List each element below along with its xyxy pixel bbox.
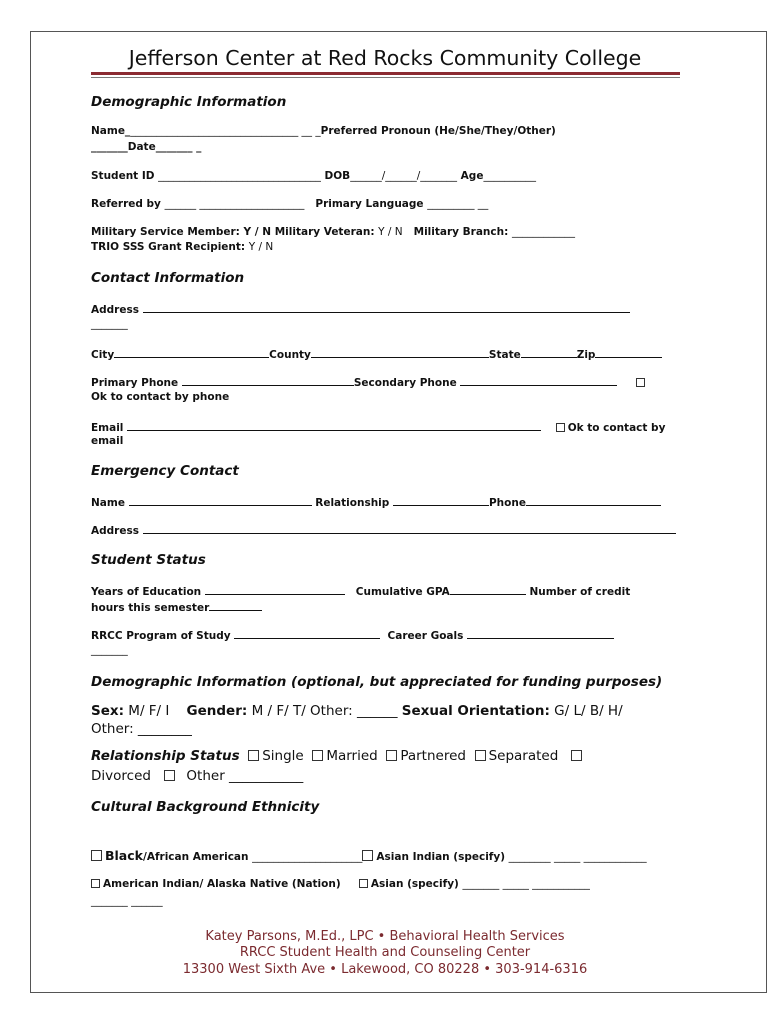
separated-checkbox[interactable]: [475, 750, 486, 761]
emergency-relationship-label: Relationship: [315, 497, 390, 509]
emergency-name-row: [91, 495, 661, 509]
footer-line-1: Katey Parsons, M.Ed., LPC • Behavioral Health Services: [205, 929, 565, 944]
married-checkbox[interactable]: [312, 750, 323, 761]
black-label-bold: Black: [105, 848, 143, 863]
date-field[interactable]: _____ _: [166, 141, 202, 153]
branch-field[interactable]: ____________: [511, 226, 575, 238]
emergency-phone-field[interactable]: [526, 495, 661, 506]
section-emergency-heading: Emergency Contact: [91, 463, 239, 479]
state-label: State: [488, 349, 521, 361]
zip-field[interactable]: [595, 347, 662, 358]
emergency-name-label: Name: [91, 497, 125, 509]
military-label: Military Service Member:: [91, 226, 240, 238]
asian-field[interactable]: _______ _____ ___________: [462, 878, 590, 890]
credits-continuation: hours this semester: [91, 602, 210, 614]
credits-row: [91, 600, 262, 614]
emergency-address-row: [91, 523, 676, 537]
emergency-name-field[interactable]: [129, 495, 312, 506]
ethnicity-row-1: [91, 848, 647, 863]
program-row: [91, 628, 614, 642]
years-education-label: Years of Education: [91, 586, 202, 598]
ok-email-checkbox[interactable]: [556, 423, 565, 432]
email-label: Email: [91, 422, 124, 434]
trio-label: TRIO SSS Grant Recipient:: [91, 241, 246, 253]
primary-phone-label: Primary Phone: [91, 377, 179, 389]
partnered-checkbox[interactable]: [386, 750, 397, 761]
sex-options[interactable]: M/ F/ I: [128, 703, 170, 719]
page-title: Jefferson Center at Red Rocks Community College: [128, 46, 642, 70]
section-contact-heading: Contact Information: [91, 270, 245, 286]
ethnicity-row-2: [91, 878, 590, 890]
address-continuation[interactable]: _______: [91, 318, 128, 330]
footer-line-2: RRCC Student Health and Counseling Center: [239, 945, 531, 960]
native-label: American Indian/ Alaska Native (Nation): [103, 878, 341, 890]
secondary-phone-label: Secondary Phone: [353, 377, 457, 389]
trio-row: [91, 241, 273, 253]
black-checkbox[interactable]: [91, 850, 102, 861]
referred-field[interactable]: ______ ____________________: [164, 198, 305, 210]
military-row: [91, 226, 575, 238]
relationship-row-2: [91, 768, 303, 784]
student-id-row: [91, 170, 536, 182]
ok-email-label: Ok to contact by: [567, 422, 666, 434]
asian-checkbox[interactable]: [359, 879, 368, 888]
gender-options[interactable]: M / F/ T/ Other: ______: [251, 703, 398, 719]
career-continuation[interactable]: _______: [91, 644, 128, 656]
dob-label: DOB: [324, 170, 351, 182]
zip-label: Zip: [576, 349, 596, 361]
language-label: Primary Language: [315, 198, 424, 210]
age-field[interactable]: __________: [483, 170, 536, 182]
asian-label: Asian (specify): [370, 878, 459, 890]
credits-field[interactable]: [209, 600, 262, 611]
state-field[interactable]: [521, 347, 577, 358]
other-relationship-label[interactable]: Other ___________: [186, 768, 304, 784]
emergency-phone-label: Phone: [488, 497, 526, 509]
program-field[interactable]: [234, 628, 380, 639]
orientation-label: Sexual Orientation:: [401, 703, 550, 719]
county-field[interactable]: [311, 347, 489, 358]
single-checkbox[interactable]: [248, 750, 259, 761]
relationship-row: [91, 748, 585, 764]
city-field[interactable]: [114, 347, 269, 358]
address-label: Address: [91, 304, 139, 316]
orientation-options[interactable]: G/ L/ B/ H/: [554, 703, 623, 719]
emergency-address-field[interactable]: [143, 523, 676, 534]
branch-label: Military Branch:: [413, 226, 509, 238]
asian-indian-checkbox[interactable]: [362, 850, 373, 861]
primary-phone-field[interactable]: [182, 375, 354, 386]
gpa-field[interactable]: [450, 584, 526, 595]
ok-phone-label: Ok to contact by phone: [91, 391, 230, 403]
footer-line-3: 13300 West Sixth Ave • Lakewood, CO 80228 • 303-914-6316: [182, 962, 588, 977]
phone-row: [91, 375, 648, 389]
veteran-label: Military Veteran:: [274, 226, 375, 238]
divorced-label: Divorced: [91, 768, 151, 784]
section-optional-heading: Demographic Information (optional, but appreciated for funding purposes): [91, 674, 663, 690]
name-row: [91, 125, 556, 137]
relationship-label: Relationship Status: [91, 748, 240, 764]
address-field[interactable]: [143, 302, 630, 313]
student-id-field[interactable]: _______________________________: [158, 170, 321, 182]
email-row: [91, 420, 665, 434]
orientation-other[interactable]: Other: ________: [91, 721, 192, 737]
separated-label: Separated: [488, 748, 559, 764]
black-label-rest: /African American: [142, 851, 249, 863]
program-label: RRCC Program of Study: [91, 630, 231, 642]
language-field[interactable]: _________ __: [427, 198, 489, 210]
title-rule-gray: [91, 77, 680, 78]
ok-email-continuation: email: [91, 435, 124, 447]
single-label: Single: [262, 748, 304, 764]
black-specify-field[interactable]: _____________________: [252, 851, 363, 863]
date-label: _______Date__: [91, 141, 167, 153]
name-field[interactable]: ________________________________ __ _: [130, 125, 321, 137]
other-relationship-checkbox[interactable]: [164, 770, 175, 781]
gender-label: Gender:: [186, 703, 248, 719]
career-field[interactable]: [467, 628, 614, 639]
dob-field[interactable]: ______/______/_______: [350, 170, 458, 182]
section-demographic-heading: Demographic Information: [91, 94, 287, 110]
emergency-relationship-field[interactable]: [393, 495, 489, 506]
sex-gender-row: [91, 703, 623, 719]
referred-row: [91, 198, 488, 210]
education-row: [91, 584, 630, 598]
veteran-value[interactable]: Y / N: [378, 226, 403, 238]
section-cultural-heading: Cultural Background Ethnicity: [91, 799, 320, 815]
native-nation-field[interactable]: _______ ______: [91, 895, 163, 907]
sex-label: Sex:: [91, 703, 124, 719]
county-label: County: [269, 349, 311, 361]
years-education-field[interactable]: [205, 584, 345, 595]
married-label: Married: [326, 748, 378, 764]
career-label: Career Goals: [387, 630, 464, 642]
gpa-label: Cumulative GPA: [355, 586, 450, 598]
date-row: [91, 141, 201, 153]
credits-label: Number of credit: [529, 586, 631, 598]
name-label: Name_: [91, 125, 131, 137]
city-label: City: [91, 349, 115, 361]
secondary-phone-field[interactable]: [460, 375, 617, 386]
referred-label: Referred by: [91, 198, 161, 210]
pronoun-label: Preferred Pronoun (He/She/They/Other): [320, 125, 556, 137]
native-checkbox[interactable]: [91, 879, 100, 888]
student-id-label: Student ID: [91, 170, 155, 182]
title-rule-accent: [91, 72, 680, 75]
emergency-address-label: Address: [91, 525, 139, 537]
address-row: [91, 302, 636, 316]
email-field[interactable]: [127, 420, 541, 431]
city-row: [91, 347, 662, 361]
asian-indian-label: Asian Indian (specify): [376, 851, 506, 863]
age-label: Age: [460, 170, 484, 182]
military-value[interactable]: Y / N: [243, 226, 272, 238]
trio-value[interactable]: Y / N: [248, 241, 274, 253]
asian-indian-field[interactable]: ________ _____ ____________: [508, 851, 647, 863]
partnered-label: Partnered: [400, 748, 466, 764]
section-student-status-heading: Student Status: [91, 552, 206, 568]
ok-phone-checkbox[interactable]: [636, 378, 645, 387]
divorced-checkbox[interactable]: [571, 750, 582, 761]
